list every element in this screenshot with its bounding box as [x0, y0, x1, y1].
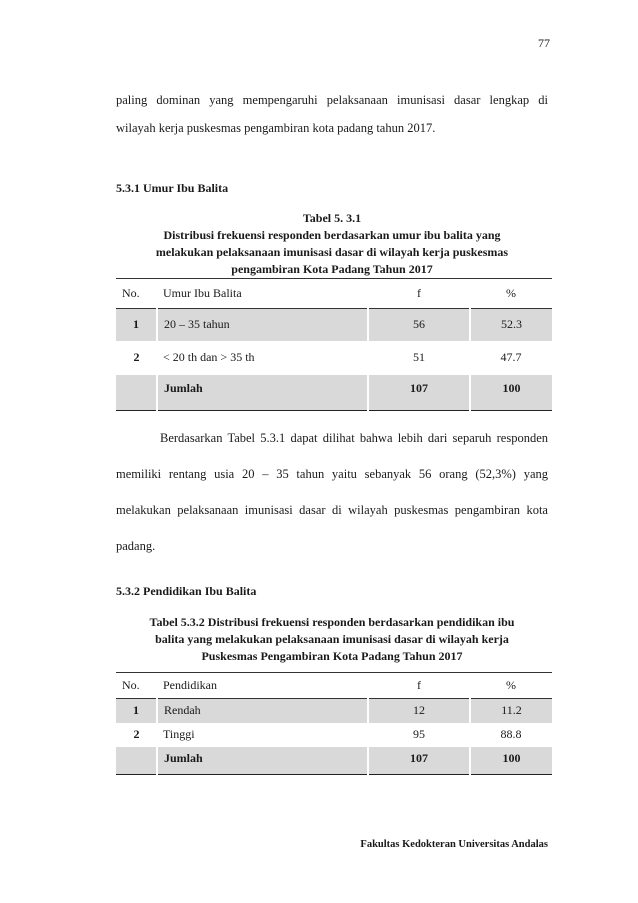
cell-pendidikan: Tinggi	[163, 727, 195, 741]
table-row	[116, 723, 552, 747]
header-percent: %	[470, 279, 552, 309]
section-heading-pendidikan: 5.3.2 Pendidikan Ibu Balita	[116, 584, 257, 598]
paragraph-line: memiliki rentang usia 20 – 35 tahun yaitu sebanyak 56 orang (52,3%) yang	[116, 467, 548, 481]
cell-f: 56	[368, 309, 470, 341]
caption-line: balita yang melakukan pelaksanaan imunisasi dasar di wilayah kerja	[155, 632, 509, 646]
cell-total-f: 107	[368, 375, 470, 411]
cell-total-percent: 100	[470, 747, 552, 775]
cell-pendidikan: Rendah	[157, 699, 368, 723]
cell-f: 95	[413, 727, 425, 741]
caption-line: Distribusi frekuensi responden berdasarkan umur ibu balita yang	[163, 228, 501, 242]
cell-total-f: 107	[368, 747, 470, 775]
caption-line: Tabel 5. 3.1	[302, 211, 362, 225]
caption-line: melakukan pelaksanaan imunisasi dasar di wilayah kerja puskesmas	[155, 245, 509, 259]
cell-umur: 20 – 35 tahun	[157, 309, 368, 341]
cell-percent: 11.2	[470, 699, 552, 723]
cell-no	[116, 375, 157, 411]
table-row	[116, 309, 552, 341]
cell-f: 51	[413, 350, 425, 364]
cell-no	[116, 747, 157, 775]
page-footer: Fakultas Kedokteran Universitas Andalas	[360, 839, 548, 850]
caption-line: pengambiran Kota Padang Tahun 2017	[231, 262, 433, 276]
header-no: No.	[116, 279, 157, 309]
header-no: No.	[116, 673, 157, 699]
cell-percent: 88.8	[500, 727, 522, 741]
paragraph-line: wilayah kerja puskesmas pengambiran kota padang tahun 2017.	[116, 121, 436, 135]
cell-umur: < 20 th dan > 35 th	[163, 350, 255, 364]
cell-total-percent: 100	[470, 375, 552, 411]
cell-no: 2	[133, 727, 140, 741]
discussion-paragraph	[116, 424, 548, 560]
cell-no: 2	[133, 350, 140, 364]
page-number: 77	[538, 36, 550, 50]
intro-paragraph	[116, 86, 548, 142]
table-row	[116, 341, 552, 375]
table-header-row	[116, 673, 552, 699]
cell-percent: 52.3	[470, 309, 552, 341]
header-pendidikan: Pendidikan	[157, 673, 368, 699]
cell-jumlah: Jumlah	[157, 747, 368, 775]
header-percent: %	[470, 673, 552, 699]
cell-f: 12	[368, 699, 470, 723]
table-header-row	[116, 279, 552, 309]
paragraph-line: melakukan pelaksanaan imunisasi dasar di wilayah puskesmas pengambiran kota	[116, 503, 548, 517]
cell-no: 1	[116, 699, 157, 723]
table-total-row	[116, 747, 552, 775]
paragraph-line: Berdasarkan Tabel 5.3.1 dapat dilihat bahwa lebih dari separuh responden	[160, 431, 548, 445]
caption-line: Tabel 5.3.2 Distribusi frekuensi responden berdasarkan pendidikan ibu	[149, 615, 515, 629]
cell-no: 1	[116, 309, 157, 341]
section-heading-umur: 5.3.1 Umur Ibu Balita	[116, 181, 229, 195]
paragraph-line: paling dominan yang mempengaruhi pelaksanaan imunisasi dasar lengkap di	[116, 93, 548, 107]
table-total-row	[116, 375, 552, 411]
paragraph-line: padang.	[116, 539, 156, 553]
header-f: f	[368, 673, 470, 699]
header-f: f	[368, 279, 470, 309]
table-caption-umur	[120, 210, 544, 278]
header-umur: Umur Ibu Balita	[157, 279, 368, 309]
table-row	[116, 699, 552, 723]
cell-jumlah: Jumlah	[157, 375, 368, 411]
table-caption-pendidikan	[120, 614, 544, 665]
caption-line: Puskesmas Pengambiran Kota Padang Tahun 2017	[201, 649, 463, 663]
table-pendidikan	[116, 672, 552, 775]
cell-percent: 47.7	[500, 350, 522, 364]
table-umur	[116, 278, 552, 411]
